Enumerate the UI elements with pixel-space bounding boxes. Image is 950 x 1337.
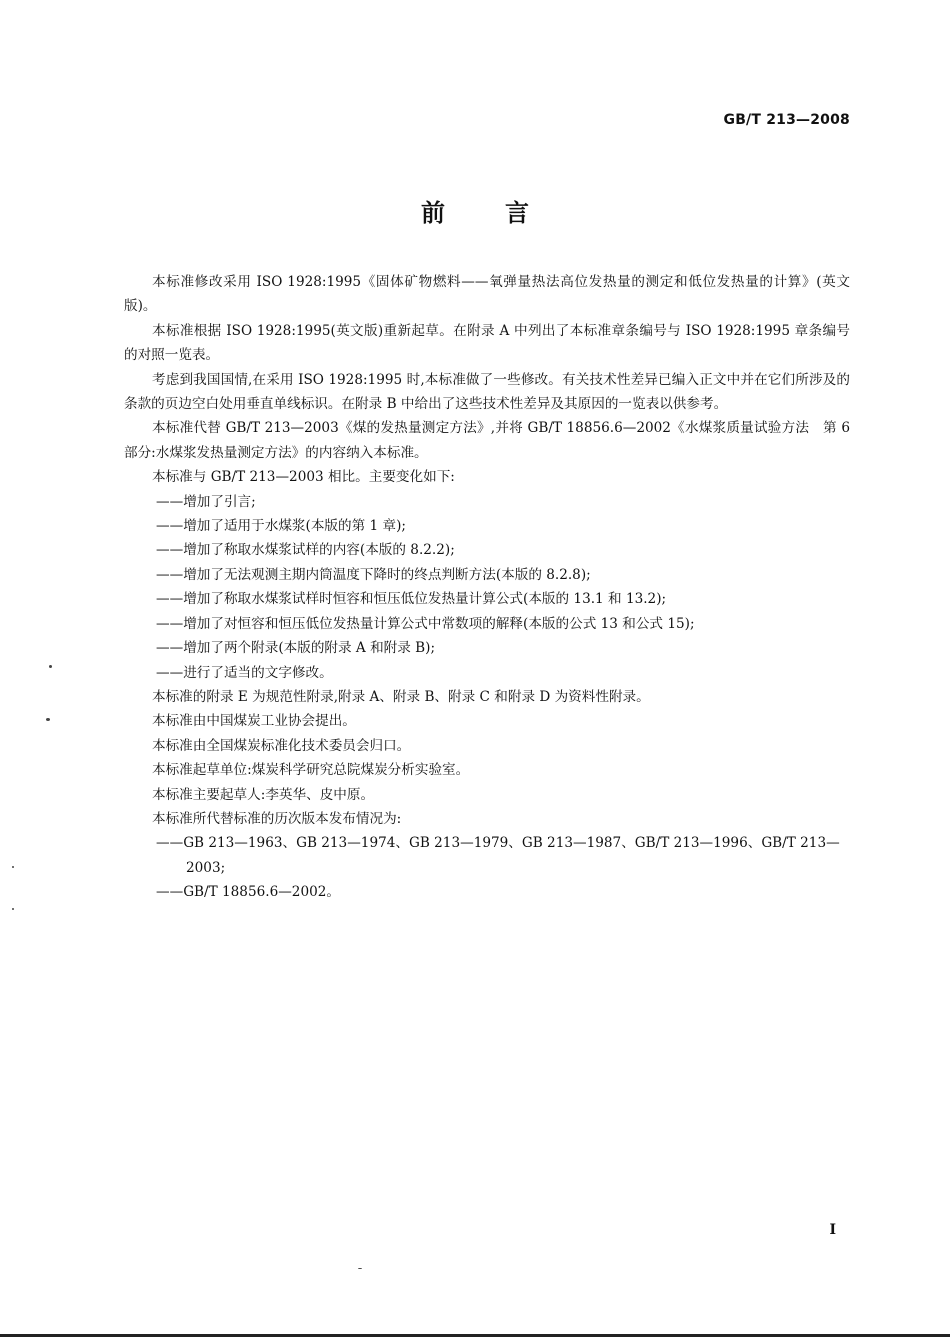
info-line: 本标准起草单位:煤炭科学研究总院煤炭分析实验室。 (152, 762, 470, 779)
paragraph: 考虑到我国国情,在采用 ISO 1928:1995 时,本标准做了一些修改。有关技术性差异已编入正文中并在它们所涉及的条款的页边空白处用垂直单线标识。在附录 B 中给出了这些技术性差异及其原因的一览表以供参考。 (124, 371, 850, 413)
change-item: ——增加了无法观测主期内筒温度下降时的终点判断方法(本版的 8.2.8); (156, 566, 591, 583)
document-body (124, 270, 850, 905)
change-item: ——增加了引言; (156, 493, 256, 510)
paragraph: 本标准与 GB/T 213—2003 相比。主要变化如下: (152, 469, 455, 486)
info-line: 本标准主要起草人:李英华、皮中原。 (152, 786, 375, 803)
scan-speck (49, 665, 52, 668)
info-line: 本标准由中国煤炭工业协会提出。 (152, 713, 356, 730)
scan-speck (12, 908, 14, 910)
history-item: ——GB 213—1963、GB 213—1974、GB 213—1979、GB 213—1987、GB/T 213—1996、GB/T 213— (156, 835, 840, 852)
scan-speck (46, 718, 50, 721)
paragraph: 本标准代替 GB/T 213—2003《煤的发热量测定方法》,并将 GB/T 18856.6—2002《水煤浆质量试验方法 第 6 部分:水煤浆发热量测定方法》的内容纳入本标准。 (124, 420, 850, 461)
standard-code: GB/T 213—2008 (723, 112, 850, 128)
info-line: 本标准由全国煤炭标准化技术委员会归口。 (152, 737, 411, 754)
page-title: 前言 (421, 199, 589, 227)
page-number: I (829, 1222, 836, 1238)
info-line: 本标准的附录 E 为规范性附录,附录 A、附录 B、附录 C 和附录 D 为资料性附录。 (152, 688, 650, 705)
history-item: ——GB/T 18856.6—2002。 (156, 884, 341, 901)
change-item: ——增加了对恒容和恒压低位发热量计算公式中常数项的解释(本版的公式 13 和公式 15); (156, 615, 695, 632)
scan-speck (358, 1268, 362, 1269)
info-line: 本标准所代替标准的历次版本发布情况为: (152, 810, 402, 827)
scan-speck (12, 866, 14, 868)
change-item: ——增加了称取水煤浆试样时恒容和恒压低位发热量计算公式(本版的 13.1 和 13.2); (156, 591, 667, 608)
paragraph: 本标准根据 ISO 1928:1995(英文版)重新起草。在附录 A 中列出了本标准章条编号与 ISO 1928:1995 章条编号的对照一览表。 (124, 322, 850, 364)
history-item-continuation: 2003; (186, 859, 226, 876)
paragraph: 本标准修改采用 ISO 1928:1995《固体矿物燃料——氧弹量热法高位发热量的测定和低位发热量的计算》(英文版)。 (124, 274, 850, 315)
change-item: ——增加了两个附录(本版的附录 A 和附录 B); (156, 640, 436, 657)
change-item: ——增加了称取水煤浆试样的内容(本版的 8.2.2); (156, 542, 455, 559)
change-item: ——进行了适当的文字修改。 (156, 664, 333, 681)
change-item: ——增加了适用于水煤浆(本版的第 1 章); (156, 518, 406, 535)
